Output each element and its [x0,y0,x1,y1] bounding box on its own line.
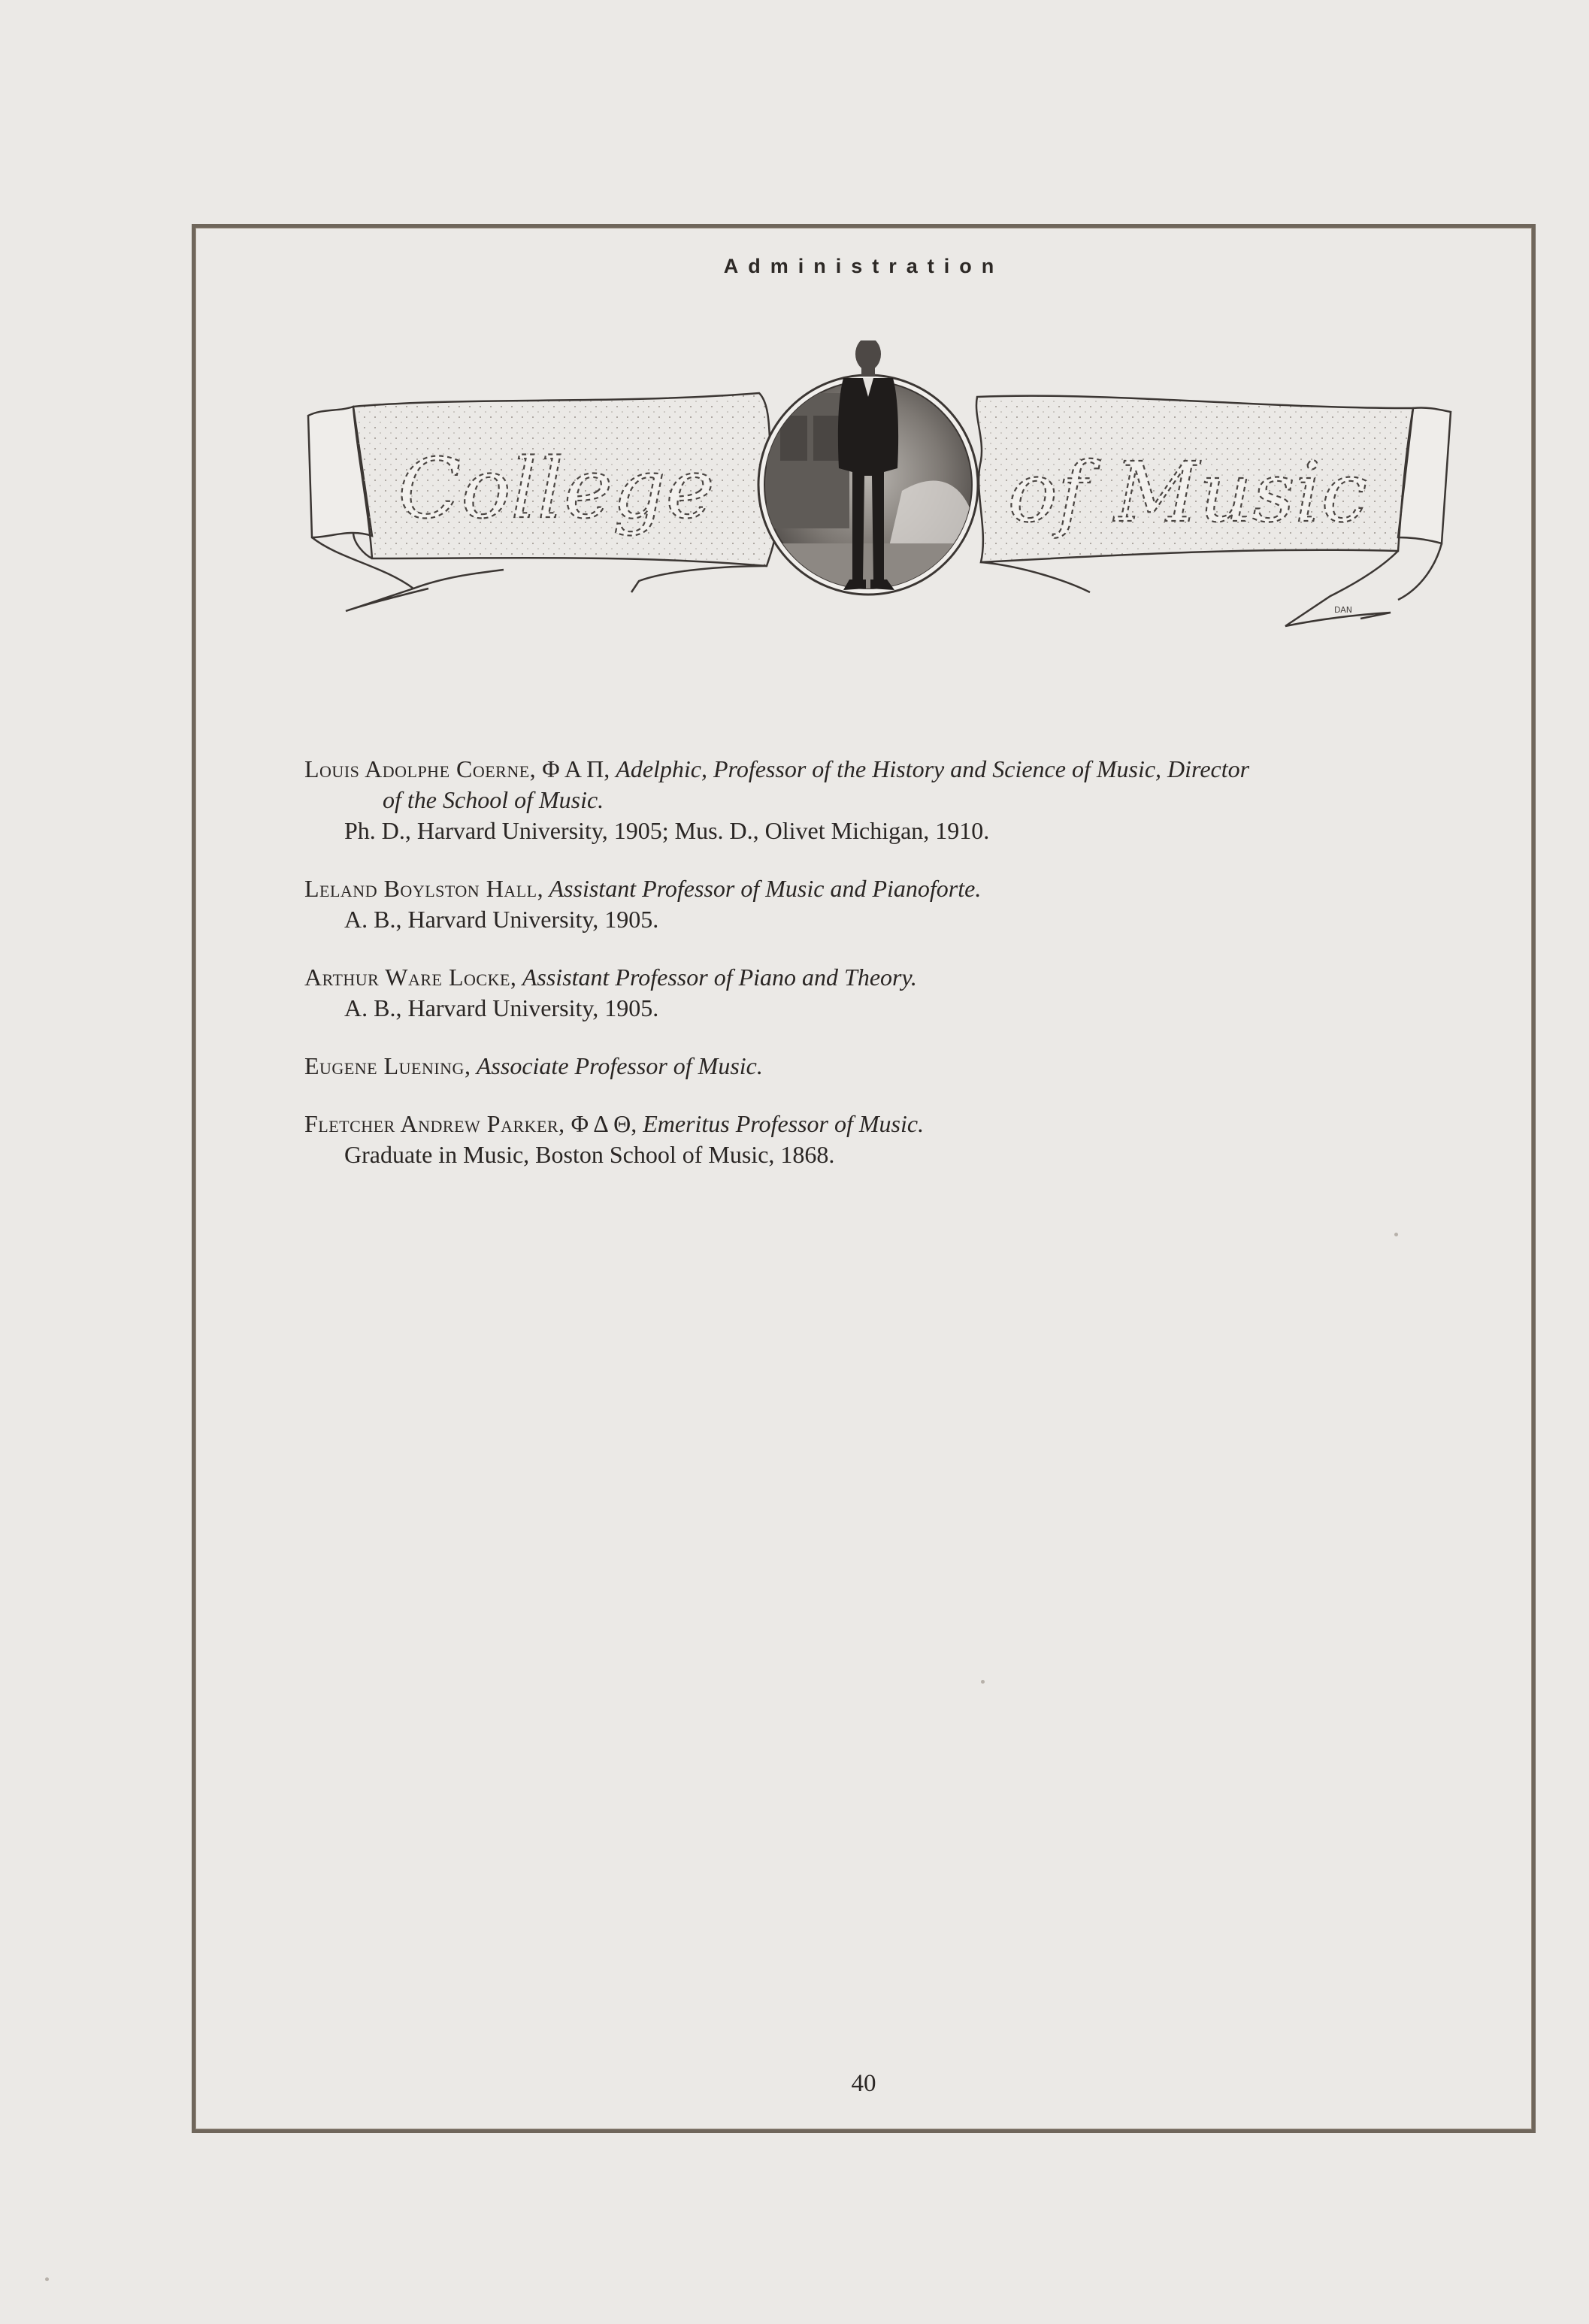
faculty-degree: A. B., Harvard University, 1905. [344,906,659,933]
faculty-entry-heading [304,962,1462,993]
college-of-music-banner [278,340,1458,656]
page-number: 40 [851,2070,876,2097]
faculty-degree: Graduate in Music, Boston School of Music, 1868. [344,1141,835,1168]
faculty-title: Adelphic, Professor of the History and Science of Music, Director [610,755,1250,782]
portrait-medallion [758,340,978,596]
page-border-frame [192,224,1536,2133]
faculty-title: Assistant Professor of Piano and Theory. [516,964,917,991]
faculty-name: Leland Boylston Hall, [304,875,544,902]
banner-left-text: College [398,440,715,537]
faculty-entry-heading [304,1051,1462,1082]
faculty-entry-heading [304,754,1462,816]
faculty-degree: Ph. D., Harvard University, 1905; Mus. D., Olivet Michigan, 1910. [344,817,990,844]
faculty-title: Assistant Professor of Music and Pianoforte. [543,875,982,902]
paper-speck [45,2277,49,2281]
faculty-name: Louis Adolphe Coerne, [304,755,537,782]
faculty-entry [304,1109,1462,1170]
faculty-society: Φ Α Π, [536,755,610,782]
faculty-title-continued: of the School of Music. [383,786,604,813]
faculty-entry-heading [304,1109,1462,1139]
faculty-society: Φ Δ Θ, [564,1110,637,1137]
paper-speck [1394,1233,1398,1236]
faculty-entry-heading [304,873,1462,904]
faculty-name: Fletcher Andrew Parker, [304,1110,565,1137]
faculty-title: Associate Professor of Music. [471,1052,763,1079]
faculty-entry [304,962,1462,1024]
faculty-degree: A. B., Harvard University, 1905. [344,994,659,1021]
faculty-name: Eugene Luening, [304,1052,471,1079]
faculty-entry [304,754,1462,846]
faculty-name: Arthur Ware Locke, [304,964,517,991]
paper-speck [981,1680,985,1684]
faculty-entry [304,873,1462,935]
faculty-list [304,754,1462,1197]
banner-right-text: of Music [1007,444,1368,540]
running-head: Administration [723,255,1004,277]
faculty-entry [304,1051,1462,1082]
faculty-title: Emeritus Professor of Music. [637,1110,925,1137]
artist-signature: DAN [1334,605,1353,615]
